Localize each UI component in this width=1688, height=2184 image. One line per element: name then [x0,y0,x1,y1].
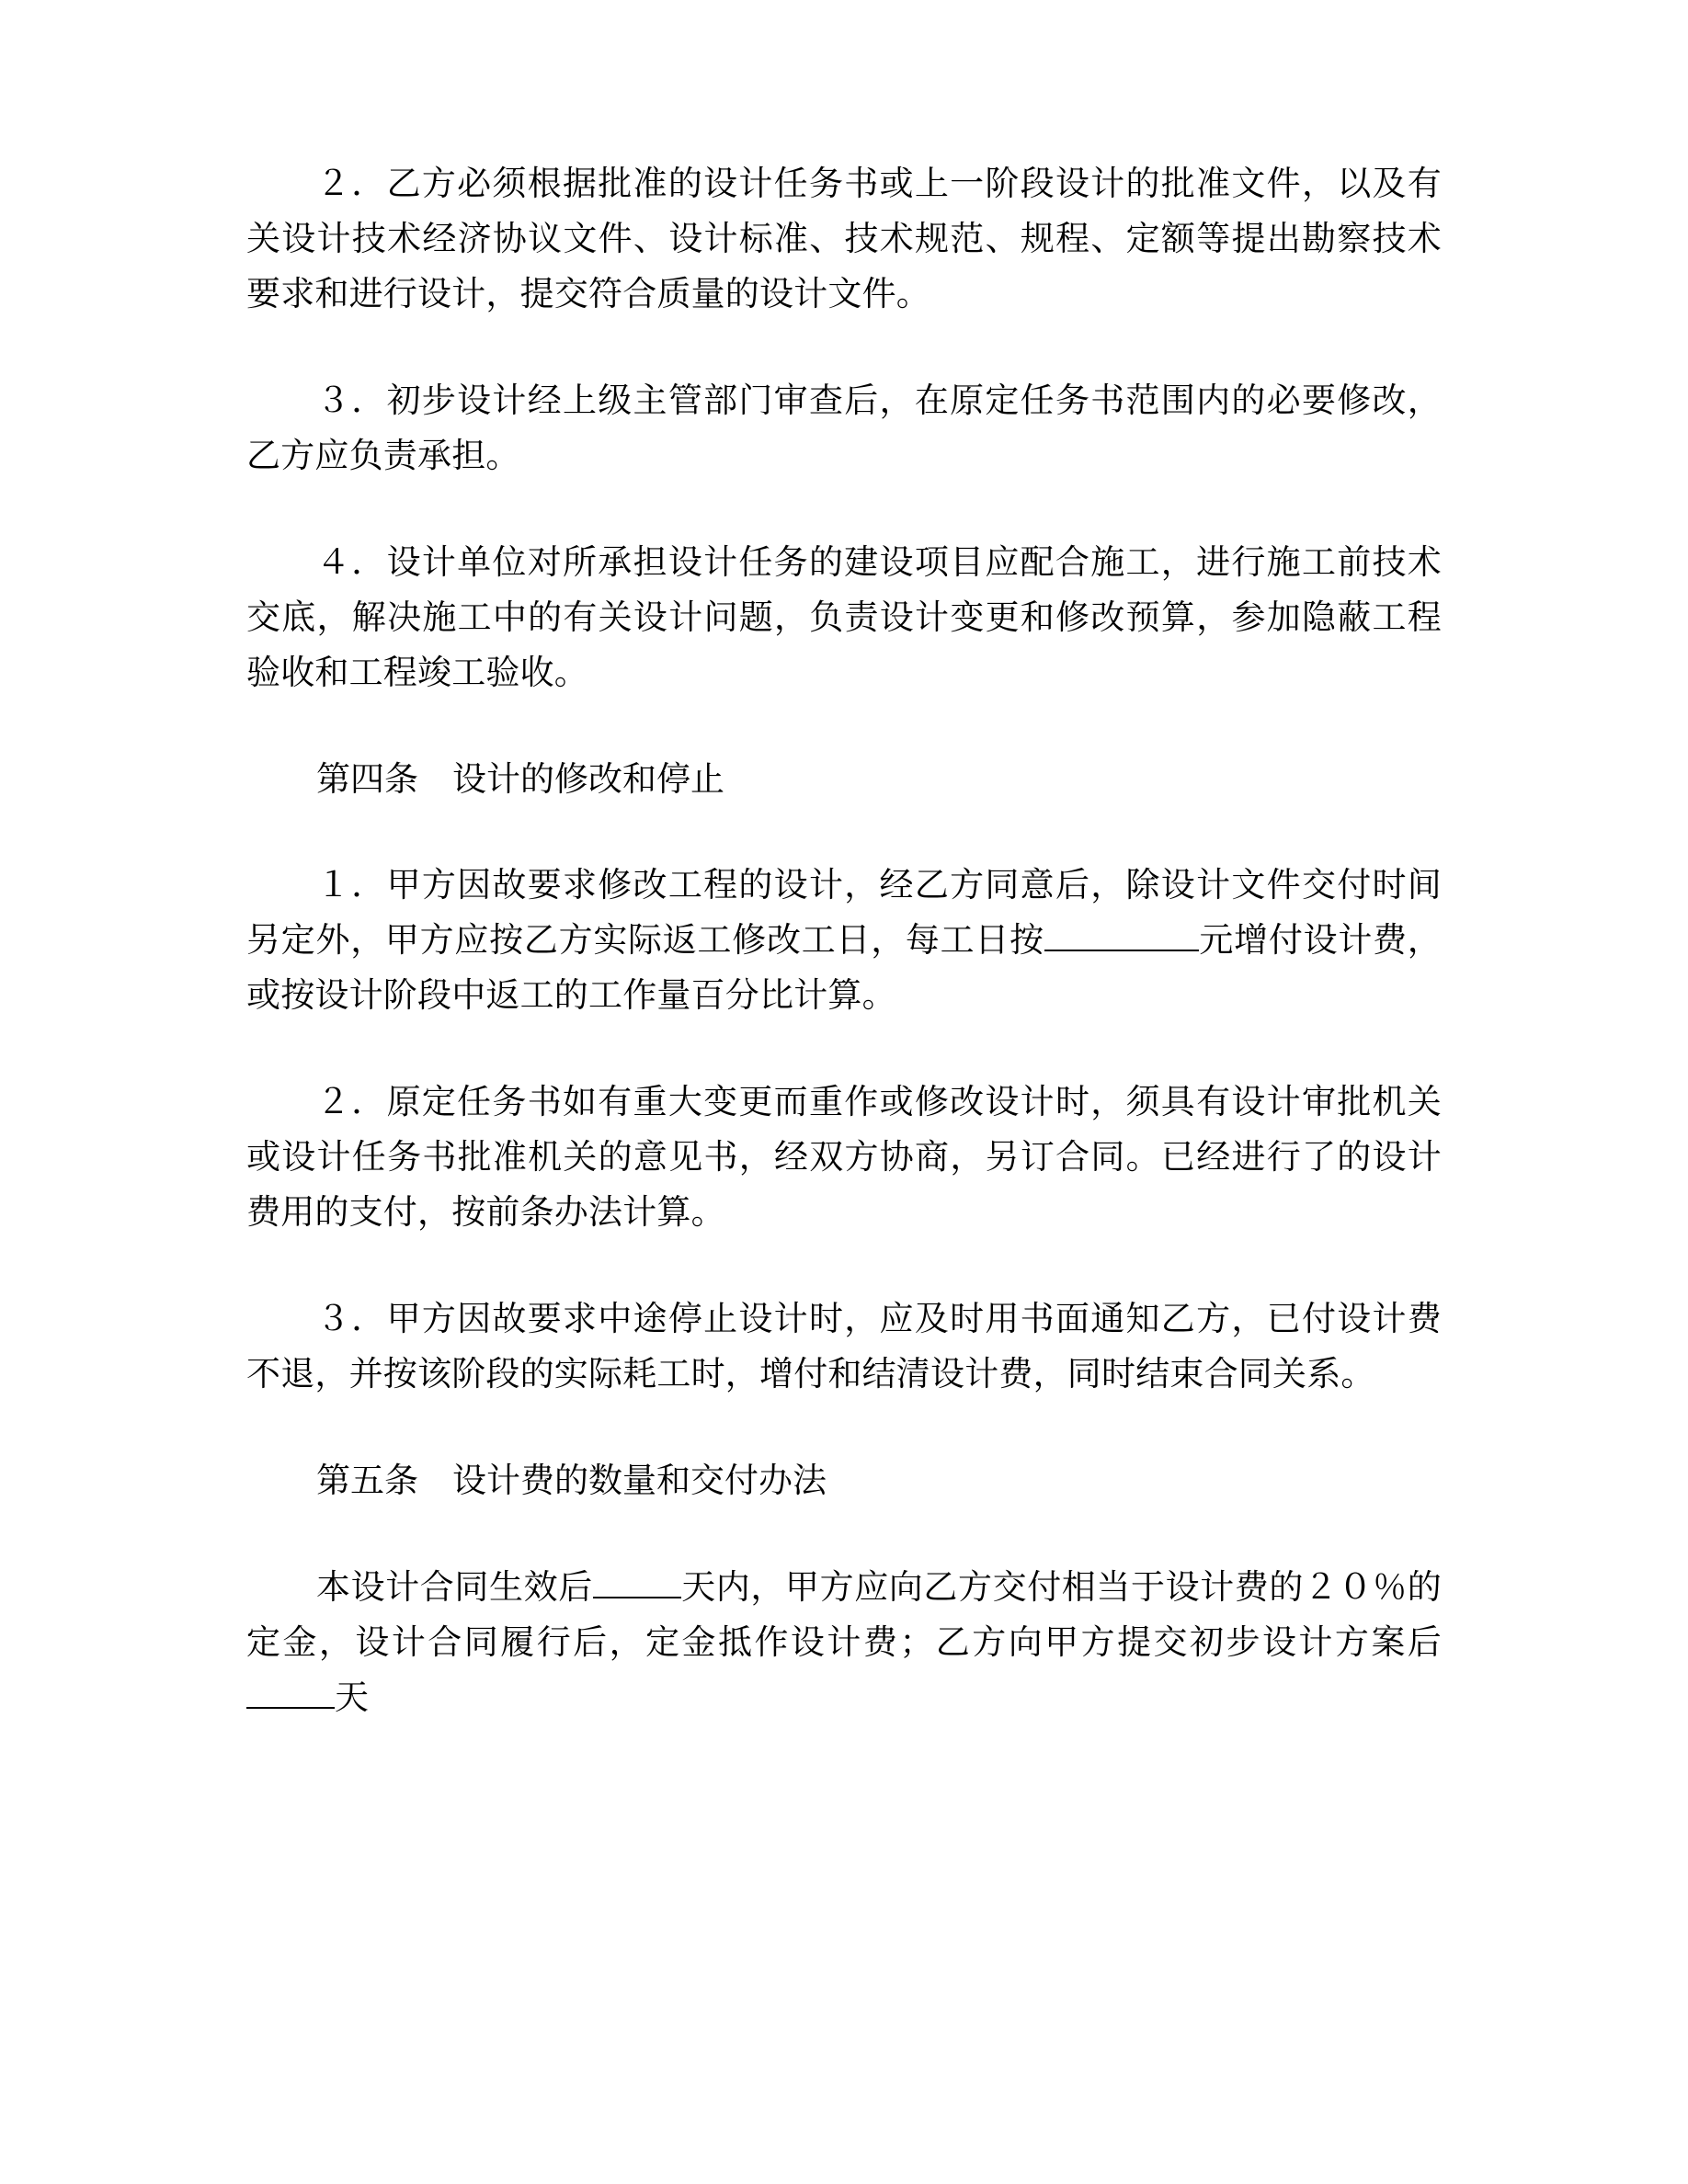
fill-in-blank-scheme-days[interactable] [246,1707,335,1709]
clause5-text-1: 本设计合同生效后 [316,1566,593,1607]
paragraph-clause3-item3: ３．初步设计经上级主管部门审查后，在原定任务书范围内的必要修改，乙方应负责承担。 [246,380,1442,475]
heading-clause-four: 第四条 设计的修改和停止 [316,758,724,799]
heading-clause-five: 第五条 设计费的数量和交付办法 [316,1460,827,1500]
clause5-text-2: 天内，甲方应向乙方交付相当于设计费的２０％的定金，设计合同履行后，定金抵作设计费；乙方向甲方提交初步设计方案后 [246,1566,1442,1662]
paragraph-clause4-item3: ３．甲方因故要求中途停止设计时，应及时用书面通知乙方，已付设计费不退，并按该阶段的实际耗工时，增付和结清设计费，同时结束合同关系。 [246,1299,1442,1393]
paragraph-clause4-item1 [246,858,1442,1023]
clause4-item1-text-2: 元增付设计费，或按设计阶段中返工的工作量百分比计算。 [246,920,1442,1016]
clause4-item1-text-1: １．甲方因故要求修改工程的设计，经乙方同意后，除设计文件交付时间另定外，甲方应按乙方实际返工修改工日，每工日按 [246,865,1442,961]
paragraph-clause4-item2: ２．原定任务书如有重大变更而重作或修改设计时，须具有设计审批机关或设计任务书批准机关的意见书，经双方协商，另订合同。已经进行了的设计费用的支付，按前条办法计算。 [246,1082,1442,1233]
fill-in-blank-deposit-days[interactable] [593,1597,681,1598]
clause5-text-3: 天 [335,1677,370,1717]
paragraph-clause3-item2: ２．乙方必须根据批准的设计任务书或上一阶段设计的批准文件，以及有关设计技术经济协议文件、设计标准、技术规范、规程、定额等提出勘察技术要求和进行设计，提交符合质量的设计文件。 [246,164,1442,313]
paragraph-clause3-item4: ４．设计单位对所承担设计任务的建设项目应配合施工，进行施工前技术交底，解决施工中的有关设计问题，负责设计变更和修改预算，参加隐蔽工程验收和工程竣工验收。 [246,541,1442,692]
fill-in-blank-daily-fee[interactable] [1044,950,1199,951]
paragraph-clause5-body [246,1560,1442,1725]
document-body [246,156,1442,1725]
